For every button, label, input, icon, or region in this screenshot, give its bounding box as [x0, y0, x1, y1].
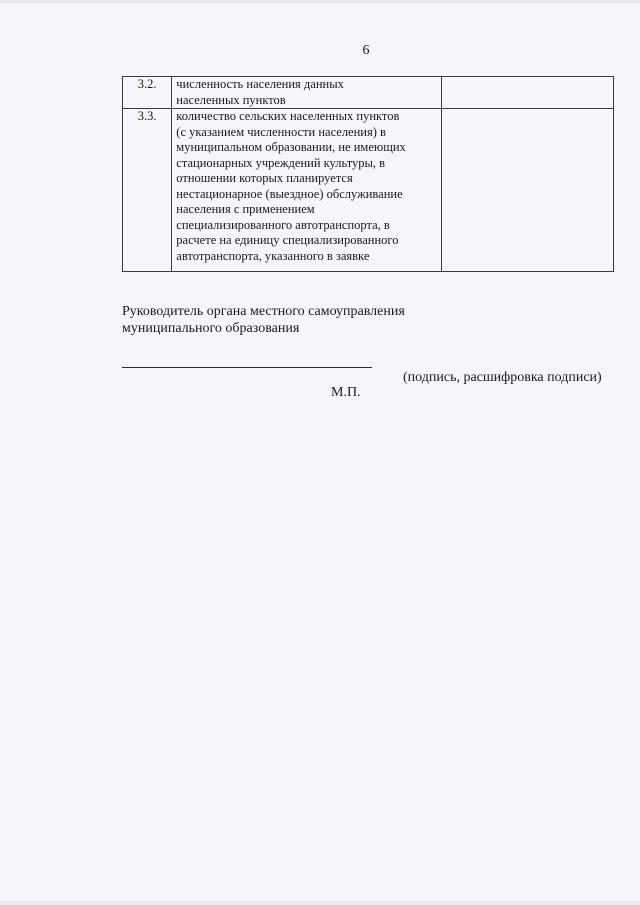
description-line: населенных пунктов [176, 92, 286, 107]
indicators-table [122, 76, 614, 272]
description-line: специализированного автотранспорта, в [176, 217, 390, 232]
page-edge-top [0, 0, 640, 3]
row-value-cell [441, 109, 613, 272]
description-line: муниципальном образовании, не имеющих [176, 140, 406, 154]
description-line: автотранспорта, указанного в заявке [176, 248, 370, 263]
description-line: стационарных учреждений культуры, в [176, 155, 386, 170]
stamp-place-label: М.П. [331, 385, 361, 400]
row-description-cell [172, 109, 442, 272]
signatory-title-line: Руководитель органа местного самоуправления [122, 304, 405, 319]
signature-caption: (подпись, расшифровка подписи) [403, 370, 602, 385]
row-description-cell [172, 77, 442, 109]
row-number-cell: 3.3. [123, 109, 172, 272]
description-line: (с указанием численности населения) в [176, 124, 386, 139]
description-line: нестационарное (выездное) обслуживание [176, 186, 403, 201]
row-number-cell: 3.2. [123, 77, 172, 109]
table-row [123, 77, 614, 109]
description-line: численность населения данных [176, 77, 344, 91]
signature-line [122, 367, 372, 368]
signatory-title [122, 303, 405, 337]
page-edge-bottom [0, 901, 640, 905]
signatory-title-line: муниципального образования [122, 321, 300, 336]
description-line: населения с применением [176, 202, 315, 216]
page-number: 6 [362, 43, 370, 58]
description-line: расчете на единицу специализированного [176, 233, 399, 247]
row-value-cell [441, 77, 613, 109]
description-line: отношении которых планируется [176, 171, 353, 185]
table-row [123, 109, 614, 272]
description-line: количество сельских населенных пунктов [176, 109, 400, 123]
